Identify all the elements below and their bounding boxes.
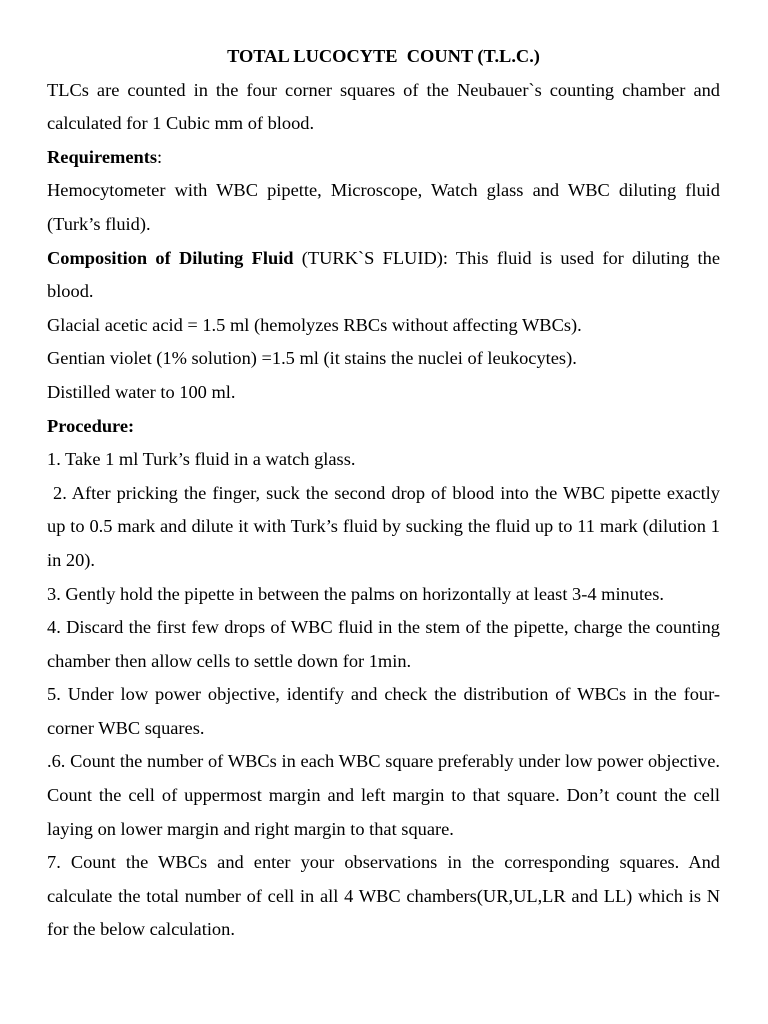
composition-text: (TURK`S FLUID): This fluid is used for diluting the blood. <box>47 247 720 302</box>
procedure-step-7: 7. Count the WBCs and enter your observations in the corresponding squares. And calculate the total number of cell in all 4 WBC chambers(UR,UL,LR and LL) which is N for the below calculation. <box>47 852 720 940</box>
requirements-colon: : <box>157 146 163 167</box>
requirements-heading-line <box>47 141 720 175</box>
composition-heading: Composition of Diluting Fluid <box>47 247 294 268</box>
procedure-step-3: 3. Gently hold the pipette in between the palms on horizontally at least 3-4 minutes. <box>47 583 664 604</box>
procedure-step-2: 2. After pricking the finger, suck the second drop of blood into the WBC pipette exactly up to 0.5 mark and dilute it with Turk’s fluid by sucking the fluid up to 11 mark (dilution 1 in 20). <box>47 482 725 570</box>
procedure-step-4: 4. Discard the first few drops of WBC fluid in the stem of the pipette, charge the counting chamber then allow cells to settle down for 1min. <box>47 617 720 671</box>
composition-item: Distilled water to 100 ml. <box>47 381 236 402</box>
procedure-step-5: 5. Under low power objective, identify and check the distribution of WBCs in the four-corner WBC squares. <box>47 684 720 738</box>
requirements-text: Hemocytometer with WBC pipette, Microscope, Watch glass and WBC diluting fluid (Turk’s fluid). <box>47 180 720 234</box>
procedure-heading: Procedure: <box>47 415 135 436</box>
requirements-heading: Requirements <box>47 146 157 167</box>
procedure-step-1: 1. Take 1 ml Turk’s fluid in a watch glass. <box>47 449 356 470</box>
intro-paragraph: TLCs are counted in the four corner squares of the Neubauer`s counting chamber and calculated for 1 Cubic mm of blood. <box>47 79 720 134</box>
composition-paragraph <box>47 242 720 309</box>
document-page <box>47 40 725 947</box>
composition-item: Gentian violet (1% solution) =1.5 ml (it stains the nuclei of leukocytes). <box>47 348 577 369</box>
document-title: TOTAL LUCOCYTE COUNT (T.L.C.) <box>227 46 540 66</box>
procedure-step-6: .6. Count the number of WBCs in each WBC square preferably under low power objective. Count the cell of uppermost margin and left margin to that square. Don’t count the cell laying on lower margin and right margin to that square. <box>47 751 720 839</box>
composition-item: Glacial acetic acid = 1.5 ml (hemolyzes RBCs without affecting WBCs). <box>47 314 582 335</box>
